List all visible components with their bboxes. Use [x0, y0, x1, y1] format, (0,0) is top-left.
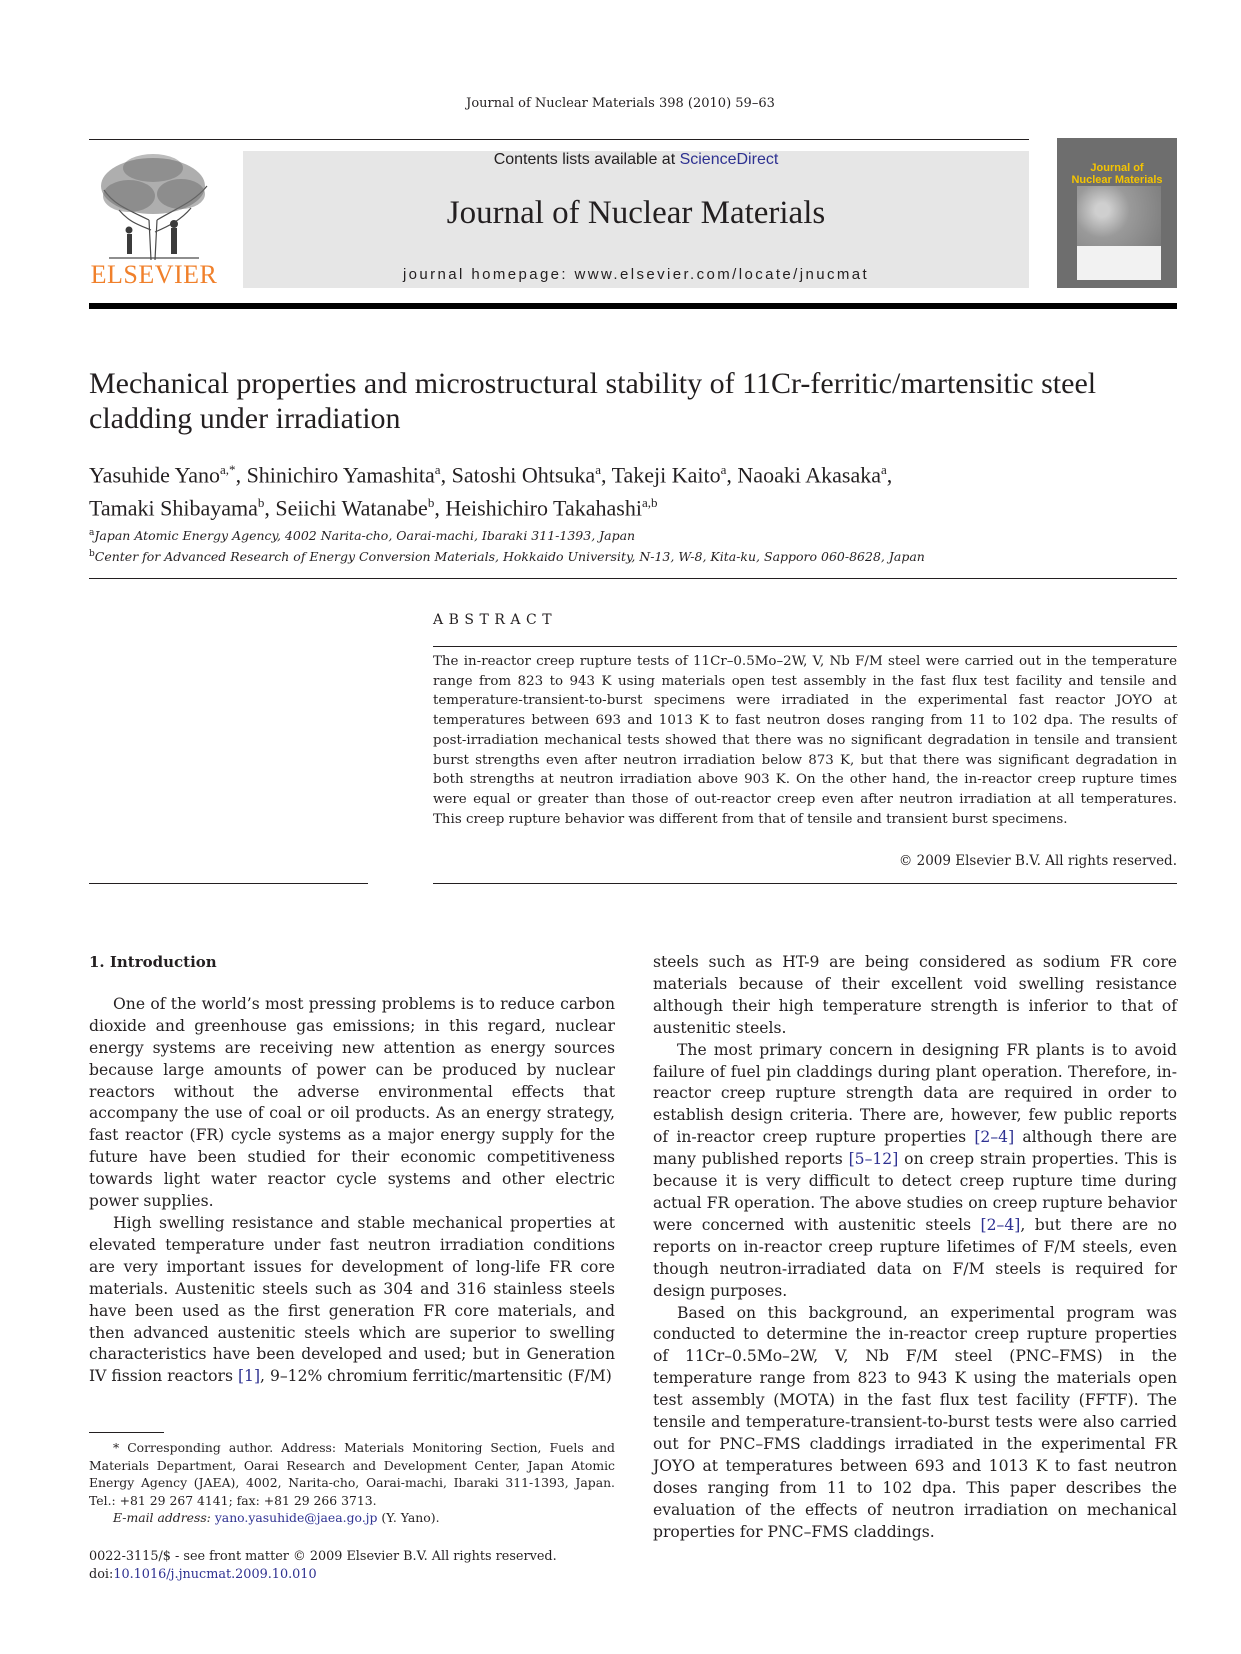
abstract-text: The in-reactor creep rupture tests of 11Cr–0.5Mo–2W, V, Nb F/M steel were carried out in the temperature range from 823 to 943 K using materials open test assembly in the fast flux test facility and tensile and temperature-transient-to-burst specimens were irradiated in the experimental fast reactor JOYO at temperatures between 693 and 1013 K to fast neutron doses ranging from 11 to 102 dpa. The results of post-irradiation mechanical tests showed that there was no significant degradation in tensile and transient burst strengths even after neutron irradiation below 873 K, but that there was significant degradation in both strengths at neutron irradiation above 903 K. On the other hand, the in-reactor creep rupture times were equal or greater than those of out-reactor creep even after neutron irradiation at all temperatures. This creep rupture behavior was different from that of tensile and transient burst specimens. [433, 654, 1177, 827]
author-affiliation-mark[interactable]: a,b [641, 495, 658, 511]
front-matter-note [89, 1548, 615, 1584]
cover-title-line2: Nuclear Materials [1071, 174, 1163, 186]
affiliation-line [89, 545, 1177, 566]
body-paragraph: Based on this background, an experimental program was conducted to determine the in-reactor creep rupture properties of 11Cr–0.5Mo–2W, V, Nb F/M steel (PNC–FMS) in the temperature range from 823 to 943 K using the materials open test assembly (MOTA) in the fast flux test facility (FFTF). The tensile and temperature-transient-to-burst tests were also carried out for PNC–FMS claddings irradiated in the experimental FR JOYO at temperatures between 693 and 1013 K to fast neutron doses ranging from 11 to 102 dpa. This paper describes the evaluation of the effects of neutron irradiation on mechanical properties for PNC–FMS claddings. [653, 1303, 1177, 1541]
author-affiliation-mark[interactable]: a,* [220, 462, 236, 477]
affiliation-mark: b [89, 549, 95, 560]
author-affiliation-mark[interactable]: b [427, 495, 435, 511]
doi-line [89, 1566, 615, 1584]
author-separator: , [886, 462, 893, 488]
citation-link[interactable]: [5–12] [848, 1150, 899, 1169]
issn-line: 0022-3115/$ - see front matter © 2009 Elsevier B.V. All rights reserved. [89, 1549, 557, 1564]
citation-link[interactable]: [2–4] [974, 1128, 1015, 1147]
article-info-rule [89, 883, 368, 884]
paragraph-text: The most primary concern in designing FR plants is to avoid failure of fuel pin claddings during plant operation. Therefore, in-reactor creep rupture strength data are required in order to establish design criteria. There are, however, few public reports of in-reactor creep rupture properties [653, 1040, 1177, 1147]
cover-title [1057, 162, 1177, 186]
corresponding-author-note: * Corresponding author. Address: Materials Monitoring Section, Fuels and Materials Department, Oarai Research and Development Center, Japan Atomic Energy Agency (JAEA), 4002, Narita-cho, Oarai-machi, Ibaraki 311-1393, Japan. Tel.: +81 29 267 4141; fax: +81 29 266 3713. [89, 1440, 615, 1508]
author-name[interactable]: Takeji Kaito [611, 462, 721, 488]
section-rule [89, 578, 1177, 579]
publisher-logo[interactable] [89, 150, 219, 290]
footnote-rule [89, 1432, 164, 1433]
abstract-copyright: © 2009 Elsevier B.V. All rights reserved. [898, 853, 1177, 869]
footnote [89, 1439, 615, 1527]
cover-image [1077, 186, 1161, 246]
email-suffix: (Y. Yano). [377, 1510, 440, 1526]
journal-homepage-link[interactable]: journal homepage: www.elsevier.com/locate/jnucmat [402, 266, 870, 283]
author-separator: , [440, 462, 452, 488]
citation-link[interactable]: [1] [237, 1367, 261, 1386]
author-separator: , [600, 462, 612, 488]
tree-icon [89, 150, 219, 262]
email-label: E-mail address: [113, 1510, 215, 1526]
contents-prefix: Contents lists available at [493, 151, 680, 168]
author-name[interactable]: Naoaki Akasaka [737, 462, 881, 488]
author-separator: , [434, 495, 446, 521]
author-affiliation-mark[interactable]: a [880, 462, 887, 477]
cover-title-line1: Journal of [1090, 162, 1144, 174]
body-column-left [89, 952, 615, 1388]
body-paragraph [653, 1040, 1177, 1303]
cover-footer [1077, 246, 1161, 280]
affiliation-text: Japan Atomic Energy Agency, 4002 Narita-cho, Oarai-machi, Ibaraki 311-1393, Japan [94, 528, 636, 544]
author-name[interactable]: Tamaki Shibayama [89, 495, 258, 521]
section-heading: 1. Introduction [89, 953, 217, 971]
paragraph-text: High swelling resistance and stable mechanical properties at elevated temperature under fast neutron irradiation conditions are very important issues for development of long-life FR core materials. Austenitic steels such as 304 and 316 stainless steels have been used as the first generation FR core materials, and then advanced austenitic steels which are superior to swelling characteristics have been developed and used; but in Generation IV fission reactors [89, 1213, 615, 1386]
body-paragraph: One of the world’s most pressing problems is to reduce carbon dioxide and greenhouse gas emissions; in this regard, nuclear energy systems are receiving new attention as energy sources because large amounts of power can be produced by nuclear reactors without the adverse environmental effects that accompany the use of coal or oil products. As an energy strategy, fast reactor (FR) cycle systems as a major energy supply for the future have been studied for their economic competitiveness towards light water reactor cycle systems and other electric power supplies. [89, 994, 615, 1211]
author-separator: , [264, 495, 276, 521]
contents-availability [243, 151, 1029, 169]
author-name[interactable]: Seiichi Watanabe [275, 495, 428, 521]
affiliation-mark: a [89, 528, 95, 538]
abstract-rule-top [433, 646, 1177, 647]
author-separator: , [235, 462, 247, 488]
author-affiliation-mark[interactable]: a [720, 462, 727, 477]
author-name[interactable]: Yasuhide Yano [89, 462, 221, 488]
author-affiliation-mark[interactable]: a [595, 462, 601, 477]
journal-banner [243, 151, 1029, 288]
paragraph-text: , 9–12% chromium ferritic/martensitic (F/M) [260, 1367, 612, 1386]
body-paragraph: steels such as HT-9 are being considered as sodium FR core materials because of their excellent void swelling resistance although their high temperature strength is inferior to that of austenitic steels. [653, 953, 1177, 1037]
author-affiliation-mark[interactable]: a [434, 462, 441, 477]
affiliation-line [89, 524, 1177, 545]
email-line [89, 1509, 615, 1527]
header-rule [89, 139, 1029, 140]
citation-link[interactable]: [2–4] [980, 1215, 1021, 1234]
sciencedirect-link[interactable]: ScienceDirect [679, 151, 779, 168]
publisher-logo-text: ELSEVIER [90, 260, 218, 289]
affiliations [89, 524, 1177, 566]
doi-label: doi: [89, 1567, 114, 1582]
journal-cover-thumbnail[interactable] [1057, 138, 1177, 288]
author-separator: , [726, 462, 738, 488]
running-head: Journal of Nuclear Materials 398 (2010) 59–63 [466, 96, 775, 111]
author-affiliation-mark[interactable]: b [257, 495, 265, 511]
article-title: Mechanical properties and microstructural stability of 11Cr-ferritic/martensitic steel cladding under irradiation [89, 367, 1097, 435]
author-list [89, 456, 1177, 523]
author-name[interactable]: Satoshi Ohtsuka [451, 462, 596, 488]
affiliation-text: Center for Advanced Research of Energy Conversion Materials, Hokkaido University, N-13, W-8, Kita-ku, Sapporo 060-8628, Japan [94, 549, 925, 565]
author-name[interactable]: Shinichiro Yamashita [246, 462, 435, 488]
doi-link[interactable]: 10.1016/j.jnucmat.2009.10.010 [113, 1567, 317, 1582]
abstract-rule-bottom [433, 883, 1177, 884]
abstract-heading: ABSTRACT [433, 612, 558, 628]
paragraph-text: , but there are no reports on in-reactor creep rupture lifetimes of F/M steels, even though neutron-irradiated data on F/M steels is required for design purposes. [653, 1215, 1177, 1300]
body-paragraph [89, 1213, 615, 1388]
paragraph-text: although there are many published reports [653, 1128, 1177, 1169]
author-name[interactable]: Heishichiro Takahashi [445, 495, 642, 521]
paragraph-text: on creep strain properties. This is because it is very difficult to detect creep rupture time during actual FR operation. The above studies on creep rupture behavior were concerned with austenitic steels [653, 1150, 1178, 1234]
body-column-right [653, 952, 1177, 1543]
header-thick-rule [89, 303, 1177, 309]
journal-title: Journal of Nuclear Materials [446, 195, 826, 231]
email-link[interactable]: yano.yasuhide@jaea.go.jp [214, 1510, 378, 1526]
